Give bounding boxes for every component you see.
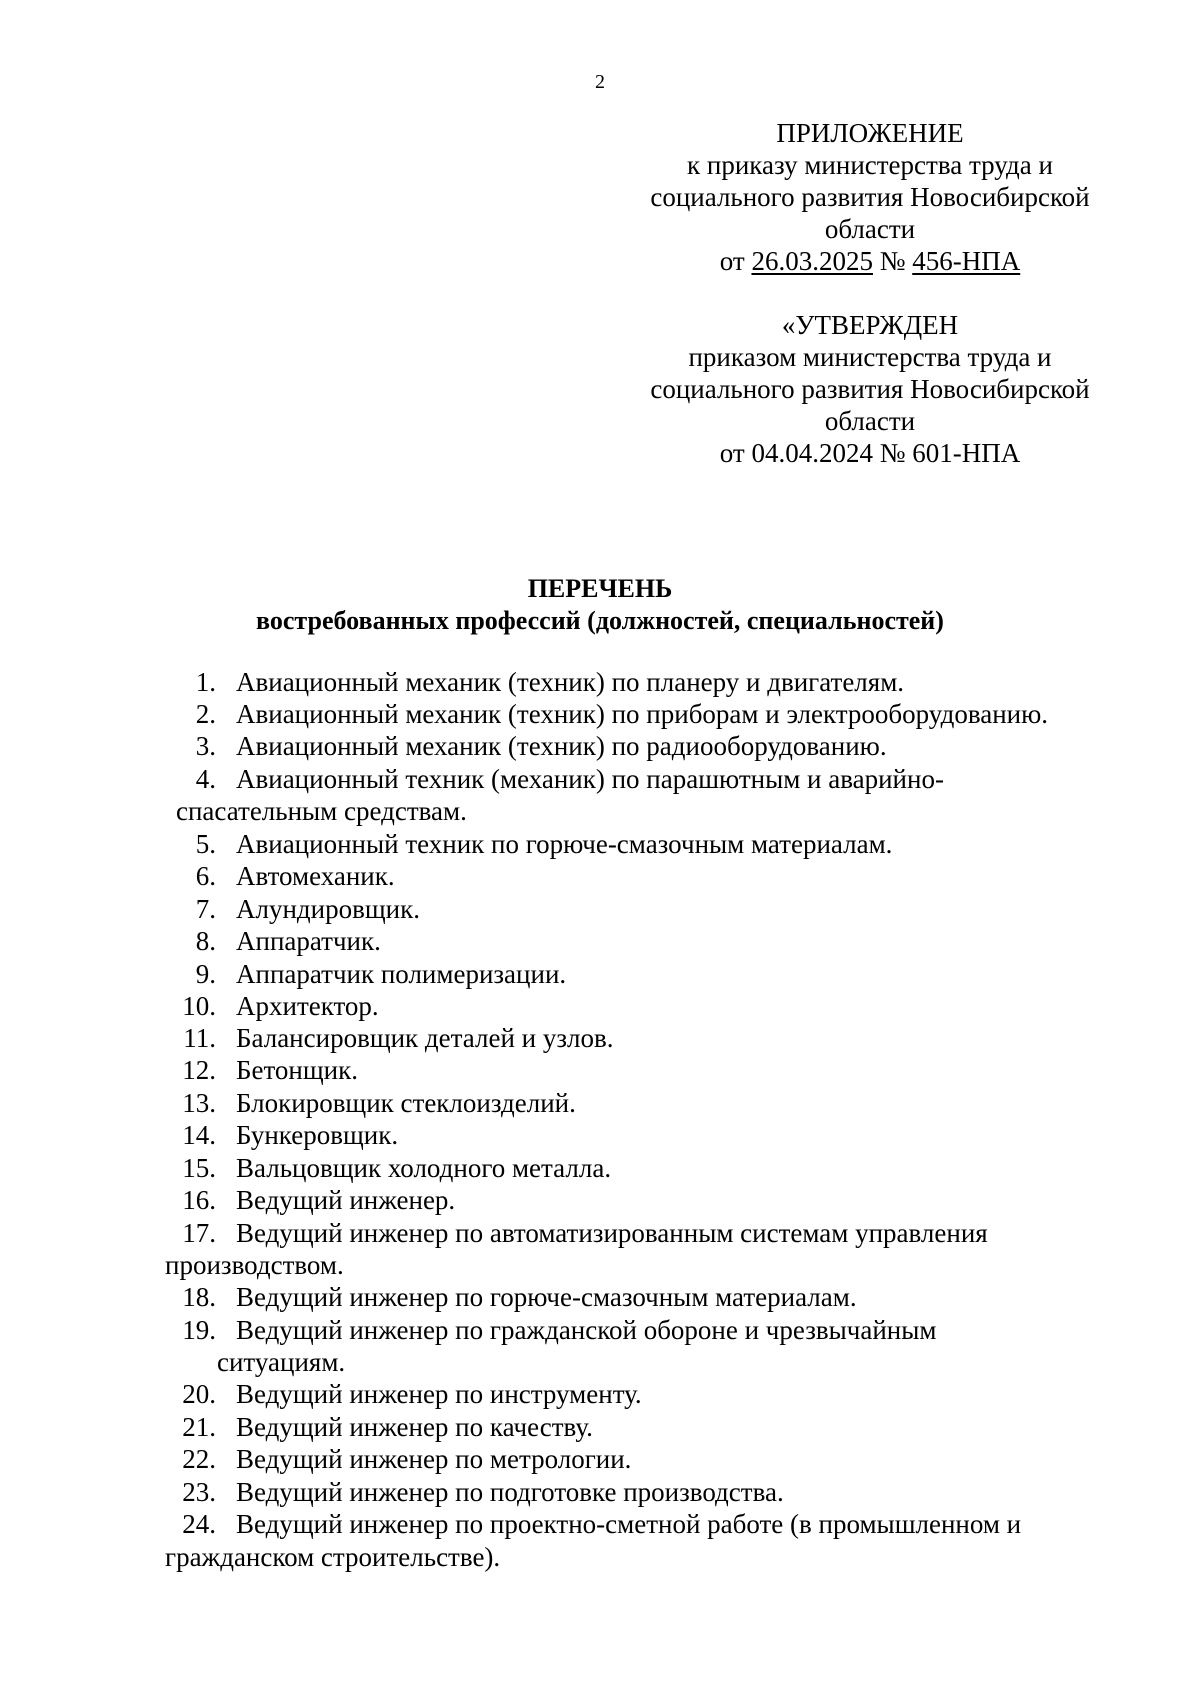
item-text: Ведущий инженер по гражданской обороне и чрезвычайным (236, 1315, 937, 1345)
item-number: 20. (182, 1379, 216, 1409)
list-item (160, 828, 1100, 860)
item-number: 21. (182, 1412, 216, 1442)
item-number: 14. (182, 1120, 216, 1150)
list-subtitle: востребованных профессий (должностей, специальностей) (256, 606, 944, 635)
list-item (160, 1508, 1100, 1540)
item-number: 22. (182, 1444, 216, 1474)
item-number: 23. (182, 1477, 216, 1507)
item-number: 1. (195, 667, 216, 697)
item-text: Ведущий инженер по качеству. (236, 1412, 593, 1442)
approved-order-line: от 04.04.2024 № 601-НПА (719, 438, 1021, 468)
appendix-number: 456-НПА (912, 246, 1021, 276)
page-number: 2 (595, 71, 605, 93)
approved-line: области (824, 406, 916, 436)
item-number: 17. (182, 1218, 216, 1248)
item-text: Авиационный механик (техник) по приборам и электрооборудованию. (236, 699, 1049, 729)
appendix-order-line (640, 245, 1100, 277)
approved-line: социального развития Новосибирской (650, 374, 1090, 404)
approved-title: «УТВЕРЖДЕН (781, 310, 959, 340)
item-text: Авиационный техник (механик) по парашютным и аварийно- (236, 764, 944, 794)
list-item (160, 1443, 1100, 1475)
list-item (160, 925, 1100, 957)
item-continuation: спасательным средствам. (176, 796, 467, 826)
item-number: 18. (182, 1282, 216, 1312)
list-item (160, 698, 1100, 730)
item-text: Ведущий инженер по горюче-смазочным материалам. (236, 1282, 857, 1312)
item-text: Бункеровщик. (236, 1120, 399, 1150)
list-item (160, 1476, 1100, 1508)
item-text: Авиационный механик (техник) по планеру и двигателям. (236, 667, 905, 697)
appendix-number-sign: № (879, 246, 906, 276)
list-item (160, 958, 1100, 990)
list-item (160, 730, 1100, 762)
item-number: 10. (182, 991, 216, 1021)
item-continuation: ситуациям. (217, 1347, 346, 1377)
appendix-title: ПРИЛОЖЕНИЕ (776, 118, 964, 148)
item-number: 4. (195, 764, 216, 794)
approved-block (640, 309, 1100, 469)
item-text: Блокировщик стеклоизделий. (236, 1088, 576, 1118)
item-text: Автомеханик. (236, 861, 395, 891)
appendix-date: 26.03.2025 (751, 246, 873, 276)
item-number: 9. (195, 959, 216, 989)
item-text: Авиационный техник по горюче-смазочным материалам. (236, 829, 893, 859)
item-text: Алундировщик. (236, 894, 420, 924)
list-item (160, 1314, 1100, 1346)
appendix-block (640, 117, 1100, 277)
list-item (160, 1087, 1100, 1119)
item-text: Ведущий инженер. (236, 1185, 456, 1215)
appendix-date-prefix: от (719, 246, 745, 276)
item-text: Ведущий инженер по подготовке производства. (236, 1477, 784, 1507)
list-item (160, 1022, 1100, 1054)
item-number: 7. (195, 894, 216, 924)
item-number: 11. (183, 1023, 216, 1053)
list-item (160, 1119, 1100, 1151)
list-item (160, 893, 1100, 925)
item-text: Авиационный механик (техник) по радиооборудованию. (236, 731, 887, 761)
list-title: ПЕРЕЧЕНЬ (527, 574, 673, 603)
item-text: Ведущий инженер по инструменту. (236, 1379, 642, 1409)
item-text: Ведущий инженер по автоматизированным системам управления (236, 1218, 988, 1248)
item-number: 5. (195, 829, 216, 859)
list-item (160, 860, 1100, 892)
list-item (160, 1152, 1100, 1184)
appendix-line: области (824, 214, 916, 244)
item-number: 6. (195, 861, 216, 891)
item-text: Ведущий инженер по проектно-сметной работе (в промышленном и (236, 1509, 1022, 1539)
item-continuation: гражданском строительстве). (165, 1542, 501, 1572)
list-item (160, 1054, 1100, 1086)
appendix-line: социального развития Новосибирской (650, 182, 1090, 212)
approved-line: приказом министерства труда и (688, 342, 1052, 372)
list-item (160, 990, 1100, 1022)
item-number: 2. (195, 699, 216, 729)
item-number: 8. (195, 926, 216, 956)
item-text: Балансировщик деталей и узлов. (236, 1023, 614, 1053)
list-item (160, 1281, 1100, 1313)
list-item (160, 1217, 1100, 1249)
item-text: Аппаратчик. (236, 926, 381, 956)
item-text: Архитектор. (236, 991, 379, 1021)
list-item (160, 666, 1100, 698)
item-number: 19. (182, 1315, 216, 1345)
item-text: Аппаратчик полимеризации. (236, 959, 567, 989)
item-number: 3. (195, 731, 216, 761)
item-number: 13. (182, 1088, 216, 1118)
list-item (160, 1411, 1100, 1443)
item-text: Бетонщик. (236, 1055, 358, 1085)
list-item (160, 1184, 1100, 1216)
item-continuation: производством. (165, 1250, 344, 1280)
item-text: Ведущий инженер по метрологии. (236, 1444, 632, 1474)
appendix-line: к приказу министерства труда и (687, 150, 1053, 180)
item-text: Вальцовщик холодного металла. (236, 1153, 612, 1183)
list-item (160, 1378, 1100, 1410)
item-number: 24. (182, 1509, 216, 1539)
item-number: 15. (182, 1153, 216, 1183)
list-item (160, 763, 1100, 795)
item-number: 12. (182, 1055, 216, 1085)
item-number: 16. (182, 1185, 216, 1215)
